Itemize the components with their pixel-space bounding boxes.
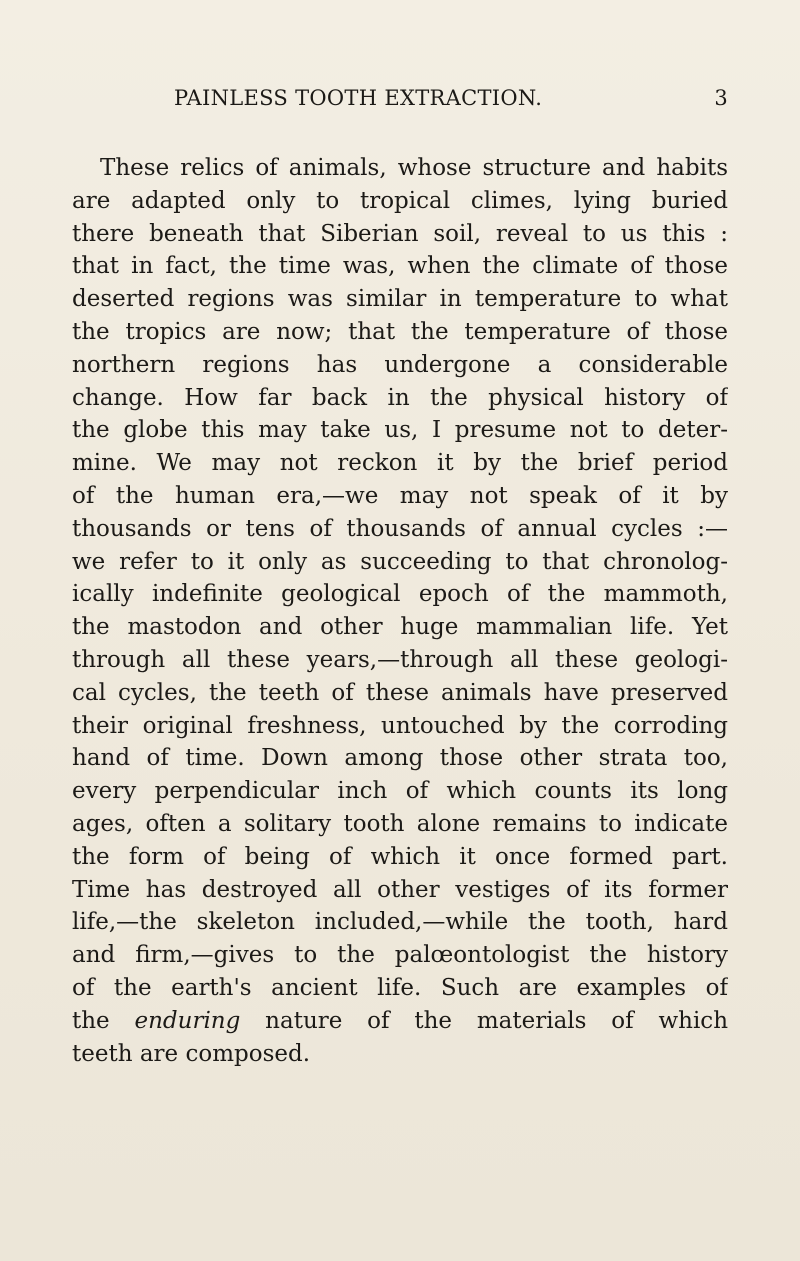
text-line: every perpendicular inch of which counts its long: [72, 778, 728, 805]
text-line: the form of being of which it once formed part.: [72, 843, 728, 870]
text-line: of the earth's ancient life. Such are examples of: [72, 974, 728, 1001]
text-line: we refer to it only as succeeding to that chronolog-: [72, 548, 728, 575]
text-line: life,—the skeleton included,—while the tooth, hard: [72, 909, 728, 936]
text-line: hand of time. Down among those other strata too,: [72, 745, 728, 772]
emphasized-word: enduring: [134, 1007, 241, 1034]
text-line: Time has destroyed all other vestiges of its former: [72, 876, 728, 903]
text-line: that in fact, the time was, when the climate of those: [72, 253, 728, 280]
text-line: of the human era,—we may not speak of it by: [72, 482, 728, 509]
text-line: there beneath that Siberian soil, reveal to us this :: [72, 220, 728, 247]
running-head: [72, 86, 728, 116]
text-line: and firm,—gives to the palœontologist the history: [72, 942, 728, 969]
running-title: PAINLESS TOOTH EXTRACTION.: [174, 86, 543, 110]
text-line: change. How far back in the physical history of: [72, 384, 728, 411]
text-line: the globe this may take us, I presume not to deter-: [72, 417, 728, 444]
text-line: deserted regions was similar in temperature to what: [72, 286, 728, 313]
body-paragraph: [72, 152, 728, 1070]
text-segment: nature of the materials of which: [240, 1007, 728, 1034]
text-line: northern regions has undergone a considerable: [72, 351, 728, 378]
text-line: the mastodon and other huge mammalian life. Yet: [72, 614, 728, 641]
text-line: ically indefinite geological epoch of the mammoth,: [72, 581, 728, 608]
final-text-line: teeth are composed.: [72, 1040, 311, 1067]
text-line: through all these years,—through all these geologi-: [72, 646, 728, 673]
text-line: are adapted only to tropical climes, lying buried: [72, 187, 728, 214]
text-segment: the: [72, 1007, 135, 1034]
text-line: the tropics are now; that the temperature of those: [72, 318, 728, 345]
text-line: cal cycles, the teeth of these animals have preserved: [72, 679, 728, 706]
page-number: 3: [714, 86, 728, 110]
text-line: ages, often a solitary tooth alone remains to indicate: [72, 810, 728, 837]
text-line: their original freshness, untouched by the corroding: [72, 712, 728, 739]
text-line: These relics of animals, whose structure and habits: [100, 155, 728, 181]
text-line: thousands or tens of thousands of annual cycles :—: [72, 515, 728, 542]
text-line-emphasis: [72, 1005, 728, 1038]
text-line: mine. We may not reckon it by the brief period: [72, 450, 728, 477]
